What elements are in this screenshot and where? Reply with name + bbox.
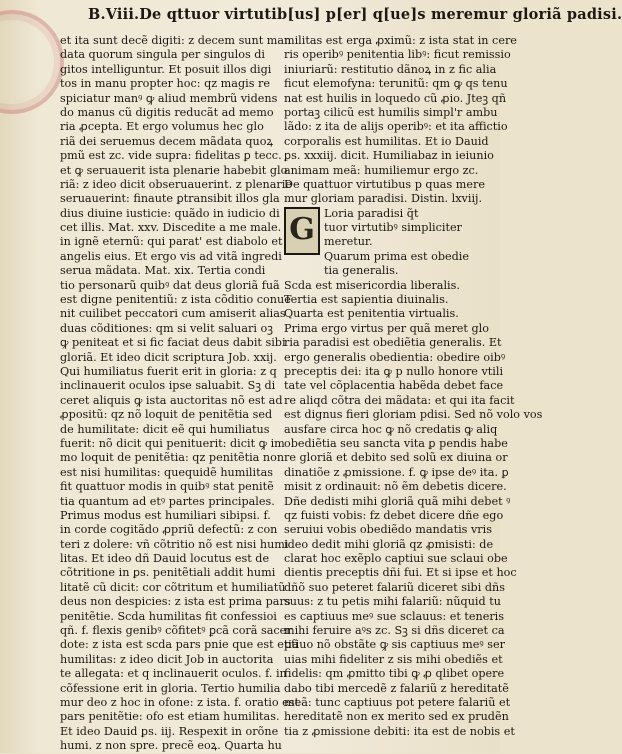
text-line: ergo generalis obedientia: obedire oibꝰ xyxy=(284,350,506,364)
text-line: militas est erga ꝓximũ: z ista stat in cere xyxy=(284,34,517,47)
text-line: mihi feruire aꝰs zc. Sꝫ si dñs diceret ca xyxy=(284,624,505,638)
text-line: ptiuo nõ obstãte ꝙ sis captiuus meꝰ ser xyxy=(284,638,505,652)
text-line: Scda est misericordia liberalis. xyxy=(284,278,460,292)
text-line: cet illis. Mat. xxv. Discedite a me male. xyxy=(60,221,282,235)
text-line: dius diuine iusticie: quãdo in iudicio di xyxy=(60,206,280,220)
text-line: qñ. f. flexis genibꝰ cõfitetꝰ ꝑcã corã sacer xyxy=(60,624,292,638)
text-line: ideo dedit mihi gloriã qz ꝓmisisti: de xyxy=(284,537,494,551)
text-line: ris operibꝰ penitentia libꝰ: ficut remissio xyxy=(284,48,511,62)
text-line: fidelis: qm ꝓmitto tibi ꝙ ꝓ qlibet opere xyxy=(284,667,505,681)
text-line: in corde cogitãdo ꝓpriũ defectũ: z con xyxy=(60,523,278,537)
text-line: clarat hoc exẽplo captiui sue sclaui obe xyxy=(284,552,508,566)
text-line: dientis preceptis dñi fui. Et si ipse et hoc xyxy=(284,566,517,580)
text-line: dinatiõe z ꝓmissione. f. ꝙ ipse deꝰ ita. ꝑ xyxy=(284,465,509,479)
text-line: lãdo: z ita de alijs operibꝰ: et ita affictio xyxy=(284,120,508,134)
text-line: in ignẽ eternũ: qui parat' est diabolo et xyxy=(60,235,283,249)
text-line: et ꝙ seruauerit ista plenarie habebit glo xyxy=(60,163,288,177)
text-line: hereditatẽ non ex merito sed ex prudẽn xyxy=(284,710,509,724)
text-line: humi. z non spre. precẽ eoꝝ. Quarta hu xyxy=(60,739,282,753)
text-line: re aliqd cõtra dei mãdata: et qui ita facit xyxy=(284,393,515,407)
text-line: uias mihi fideliter z sis mihi obediẽs et xyxy=(284,652,503,666)
text-line: ꝙ peniteat et si fic faciat deus dabit sibi xyxy=(60,336,286,350)
text-line: seruauerint: finaute ꝑtransibit illos gla xyxy=(60,192,280,206)
text-line: cõfessione erit in gloria. Tertio humilia xyxy=(60,681,281,695)
text-line: Loria paradisi q̃t xyxy=(324,206,419,220)
text-line: tia generalis. xyxy=(324,264,399,278)
text-line: de humilitate: dicit eẽ qui humiliatus xyxy=(60,422,270,436)
text-line: litatẽ cũ dicit: cor cõtritum et humiliatũ xyxy=(60,580,286,594)
text-line: Quarta est penitentia virtualis. xyxy=(284,307,459,321)
text-line: mo loquit de penitẽtia: qz penitẽtia non xyxy=(60,451,285,465)
text-line: inclinauerit oculos ipse saluabit. Sꝫ di xyxy=(60,379,276,393)
text-line: dabo tibi mercedẽ z falariũ z hereditatẽ xyxy=(284,681,509,695)
text-line: humilitas: z ideo dicit Job in auctorita xyxy=(60,652,274,666)
text-line: iniuriarũ: restitutio dãnoꝝ in z fic alia xyxy=(284,62,497,76)
text-line: tos in manu propter hoc: qz magis re xyxy=(60,77,270,91)
text-line: angelis eius. Et ergo vis ad vitã ingredi xyxy=(60,249,282,263)
text-line: deus non despicies: z ista est prima pars xyxy=(60,595,291,609)
text-line: dote: z ista est scda pars pnie que est etiã xyxy=(60,638,299,652)
text-line: es captiuus meꝰ sue sclauus: et teneris xyxy=(284,609,504,623)
text-line: Qui humiliatus fuerit erit in gloria: z q xyxy=(60,364,277,378)
text-line: data quorum singula per singulos di xyxy=(60,48,265,62)
text-line: est digne penitentiũ: z ista cõditio conue xyxy=(60,293,291,307)
text-line: mur gloriam paradisi. Distin. lxviij. xyxy=(284,192,483,206)
text-line: et ita sunt decẽ digiti: z decem sunt man xyxy=(60,34,292,47)
library-stamp xyxy=(0,10,64,114)
text-line: suus: z tu petis mihi falariũ: nũquid tu xyxy=(284,595,501,609)
text-line: re gloriã et debito sed solũ ex diuina or xyxy=(284,451,508,465)
text-line: tia z ꝓmissione debiti: ita est de nobis et xyxy=(284,724,515,738)
text-line: mur deo z hoc in ofone: z ista. f. oratio est xyxy=(60,695,299,709)
text-line: gitos intelliguntur. Et posuit illos digi xyxy=(60,62,272,76)
text-line: litas. Et ideo dñ Dauid locutus est de xyxy=(60,552,270,566)
text-line: te allegata: et q inclinauerit oculos. f. in xyxy=(60,667,287,681)
left-column xyxy=(60,34,299,754)
text-line: do manus cũ digitis reducãt ad memo xyxy=(60,105,274,119)
text-line: fuerit: nõ dicit qui penituerit: dicit ꝙ im xyxy=(60,436,285,450)
text-line: dñõ suo peteret falariũ diceret sibi dñs xyxy=(284,580,505,594)
text-line: tia quantum ad etꝰ partes principales. xyxy=(60,494,275,508)
text-line: obediẽtia seu sancta vita ꝑ pendis habe xyxy=(284,436,508,450)
text-line: meretur. xyxy=(324,235,373,249)
text-line: Primus modus est humiliari sibipsi. f. xyxy=(60,508,271,522)
text-line: ria paradisi est obediẽtia generalis. Et xyxy=(284,336,502,350)
text-line: nat est huilis in loquedo cũ ꝓio. Jteꝫ qñ xyxy=(284,91,507,105)
text-line: ficut elemofyna: terunitũ: qm ꝙ qs tenu xyxy=(284,77,508,91)
text-line: spiciatur manꝰ ꝙ aliud membrũ videns xyxy=(60,91,278,105)
decorated-initial xyxy=(284,207,320,255)
text-line: est nisi humilitas: quequidẽ humilitas xyxy=(60,465,273,479)
text-line: meã: tunc captiuus pot petere falariũ et xyxy=(284,695,511,709)
text-line: duas cõditiones: qm si velit saluari oꝫ xyxy=(60,321,273,335)
text-line: misit z ordinauit: nõ ẽm debetis dicere. xyxy=(284,480,507,494)
text-line: teri z dolere: vñ cõtritio nõ est nisi humi xyxy=(60,537,289,551)
text-line: animam meã: humiliemur ergo zc. xyxy=(284,163,479,177)
text-line: gloriã. Et ideo dicit scriptura Job. xxij. xyxy=(60,350,277,364)
text-line: Quarum prima est obedie xyxy=(324,249,469,263)
text-line: pars penitẽtie: ofo est etiam humilitas. xyxy=(60,710,280,724)
text-line: riã: z ideo dicit obseruauerint. z plenarie xyxy=(60,177,292,191)
right-column xyxy=(284,34,543,739)
text-line: Tertia est sapientia diuinalis. xyxy=(284,293,449,307)
text-line: tio personarũ quibꝰ dat deus gloriã fuã xyxy=(60,278,280,292)
text-line: qz fuisti vobis: fz debet dicere dñe ego xyxy=(284,508,504,522)
text-line: portaꝫ cilicũ est humilis simpl'r ambu xyxy=(284,105,498,119)
text-line: cõtritione in ꝑs. penitẽtiali addit humi xyxy=(60,566,276,580)
text-line: riã dei seruemus decem mãdata quoꝝ xyxy=(60,134,273,148)
text-line: ausfare circa hoc ꝙ nõ credatis ꝙ aliq xyxy=(284,422,498,436)
text-line: Prima ergo virtus per quã meret glo xyxy=(284,321,489,335)
text-line: fit quattuor modis in quibꝰ stat penitẽ xyxy=(60,480,274,494)
text-line: ꝑs. xxxiij. dicit. Humiliabaz in ieiunio xyxy=(284,149,494,163)
text-line: pmũ est zc. vide supra: fidelitas ꝑ tecc. xyxy=(60,149,282,163)
text-line: ꝓpositũ: qz nõ loquit de penitẽtia sed xyxy=(60,408,273,422)
text-line: penitẽtie. Scda humilitas fit confessioi xyxy=(60,609,277,623)
decorated-initial-letter: G xyxy=(289,212,315,248)
text-line: serua mãdata. Mat. xix. Tertia condi xyxy=(60,264,266,278)
text-line: nit cuilibet peccatori cum amiserit alias xyxy=(60,307,286,321)
text-line: ceret aliquis ꝙ ista auctoritas nõ est ad xyxy=(60,393,283,407)
text-line: ria ꝓcepta. Et ergo volumus hec glo xyxy=(60,120,264,134)
text-line: tuor virtutibꝰ simpliciter xyxy=(324,221,462,235)
text-line: corporalis est humilitas. Et io Dauid xyxy=(284,134,489,148)
text-line: De quattuor virtutibus p quas mere xyxy=(284,177,485,191)
text-line: Et ideo Dauid ꝑs. iij. Respexit in orõne xyxy=(60,724,279,738)
text-line: tate vel cõplacentia habẽda debet face xyxy=(284,379,504,393)
text-line: preceptis dei: ita ꝙ p nullo honore vtili xyxy=(284,364,504,378)
text-line: seruiui vobis obediẽdo mandatis vris xyxy=(284,523,492,537)
text-line: Dñe dedisti mihi gloriã quã mihi debet ꝰ xyxy=(284,494,511,508)
text-line: est dignus fieri gloriam pdisi. Sed nõ volo vos xyxy=(284,408,543,422)
page-header: B.Viii.De qttuor virtutib[us] p[er] q[ue]s meremur gloriã padisi. xyxy=(88,6,622,23)
